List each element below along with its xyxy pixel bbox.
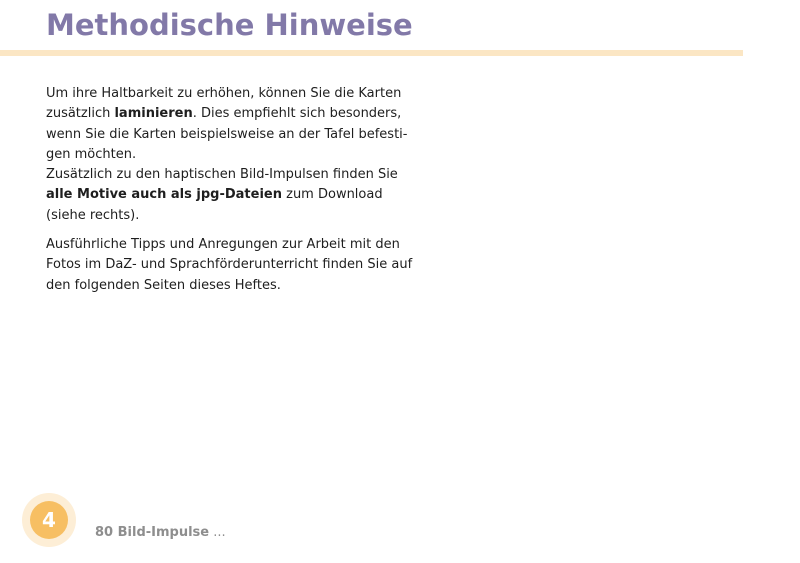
text-line	[46, 104, 402, 124]
bold-phrase-jpg-files: alle Motive auch als jpg-Dateien	[46, 187, 282, 203]
footer-series-label	[95, 525, 226, 540]
title-underline-bar	[0, 50, 743, 56]
text-line: wenn Sie die Karten beispielsweise an der Tafel befesti-	[46, 126, 408, 142]
page-number-badge	[30, 501, 68, 539]
text-line	[46, 185, 383, 205]
text-segment: . Dies empfiehlt sich besonders,	[192, 106, 402, 122]
bold-term-laminieren: laminieren	[114, 106, 193, 122]
footer-ellipsis: ...	[209, 525, 226, 540]
text-line: den folgenden Seiten dieses Heftes.	[46, 277, 281, 293]
text-segment: zum Download	[281, 187, 383, 203]
text-line: Um ihre Haltbarkeit zu erhöhen, können Sie die Karten	[46, 86, 402, 101]
text-line: gen möchten.	[46, 146, 137, 162]
body-text	[46, 84, 413, 296]
page-number: 4	[42, 508, 56, 532]
footer-title: 80 Bild-Impulse	[95, 525, 210, 540]
text-line: Fotos im DaZ- und Sprachförderunterricht finden Sie auf	[46, 257, 413, 273]
page-title: Methodische Hinweise	[46, 8, 413, 42]
text-line: Zusätzlich zu den haptischen Bild-Impulsen finden Sie	[46, 167, 398, 183]
paragraph-spacer	[46, 226, 376, 235]
text-segment: zusätzlich	[46, 106, 115, 122]
text-line: (siehe rechts).	[46, 207, 140, 223]
text-line: Ausführliche Tipps und Anregungen zur Arbeit mit den	[46, 237, 400, 253]
